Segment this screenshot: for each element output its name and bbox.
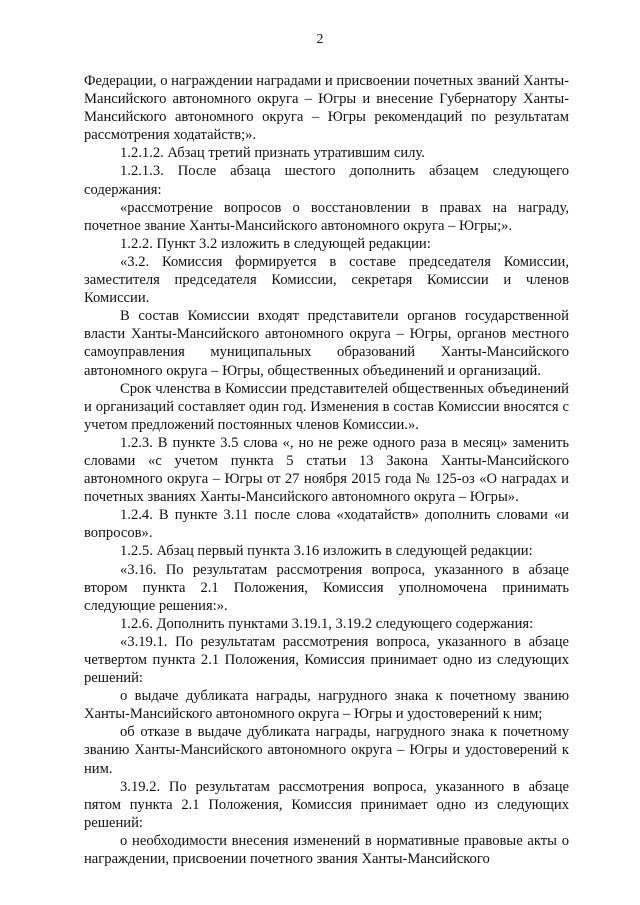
paragraph-3-16: «3.16. По результатам рассмотрения вопроса, указанного в абзаце втором пункта 2.1 Положения, Комиссия уполномочена принимать следующие решения:».: [84, 561, 569, 614]
paragraph-1-2-5: 1.2.5. Абзац первый пункта 3.16 изложить в следующей редакции:: [120, 543, 533, 560]
paragraph-1-2-4: 1.2.4. В пункте 3.11 после слова «ходатайств» дополнить словами «и вопросов».: [84, 507, 569, 542]
paragraph-amendments-necessity: о необходимости внесения изменений в нормативные правовые акты о награждении, присвоении почетного звания Ханты-Мансийского: [84, 832, 569, 868]
paragraph-membership-term: Срок членства в Комиссии представителей общественных объединений и организаций составляет один год. Изменения в состав Комиссии вносятся с учетом предложений постоянных членов Комиссии.».: [84, 380, 569, 433]
document-body: [84, 72, 569, 868]
paragraph-continuation: Федерации, о награждении наградами и присвоении почетных званий Ханты-Мансийского автономного округа – Югры и внесение Губернатору Ханты-Мансийского автономного округа – Югры рекомендаций по результатам рассмотрения ходатайств;».: [84, 73, 569, 144]
paragraph-commission-members: В состав Комиссии входят представители органов государственной власти Ханты-Мансийского автономного округа – Югры, органов местного самоуправления муниципальных образований Ханты-Мансийского автономного округа – Югры, общественных объединений и организаций.: [84, 308, 569, 379]
paragraph-3-19-2: 3.19.2. По результатам рассмотрения вопроса, указанного в абзаце пятом пункта 2.1 Положения, Комиссия принимает одно из следующих решений:: [84, 778, 569, 831]
paragraph-1-2-1-2: 1.2.1.2. Абзац третий признать утратившим силу.: [120, 145, 425, 162]
paragraph-3-19-1: «3.19.1. По результатам рассмотрения вопроса, указанного в абзаце четвертом пункта 2.1 Положения, Комиссия принимает одно из следующих решений:: [84, 633, 569, 687]
page-number: 2: [316, 32, 324, 47]
paragraph-refuse-duplicate: об отказе в выдаче дубликата награды, нагрудного знака к почетному званию Ханты-Мансийского автономного округа – Югры и удостоверений к ним.: [84, 724, 569, 777]
paragraph-issue-duplicate: о выдаче дубликата награды, нагрудного знака к почетному званию Ханты-Мансийского автономного округа – Югры и удостоверений к ним;: [84, 688, 569, 723]
paragraph-1-2-1-3: 1.2.1.3. После абзаца шестого дополнить абзацем следующего содержания:: [84, 163, 569, 198]
paragraph-1-2-2: 1.2.2. Пункт 3.2 изложить в следующей редакции:: [120, 235, 431, 252]
paragraph-1-2-6: 1.2.6. Дополнить пунктами 3.19.1, 3.19.2 следующего содержания:: [120, 615, 534, 632]
paragraph-quote-restoration: «рассмотрение вопросов о восстановлении в правах на награду, почетное звание Ханты-Мансийского автономного округа – Югры;».: [84, 199, 569, 234]
paragraph-1-2-3: 1.2.3. В пункте 3.5 слова «, но не реже одного раза в месяц» заменить словами «с учетом пункта 5 статьи 13 Закона Ханты-Мансийского автономного округа – Югры от 27 ноября 2015 года № 125-оз «О наградах и почетных званиях Ханты-Мансийского автономного округа – Югры».: [84, 434, 569, 506]
paragraph-3-2: «3.2. Комиссия формируется в составе председателя Комиссии, заместителя председателя Комиссии, секретаря Комиссии и членов Комиссии.: [84, 253, 569, 307]
